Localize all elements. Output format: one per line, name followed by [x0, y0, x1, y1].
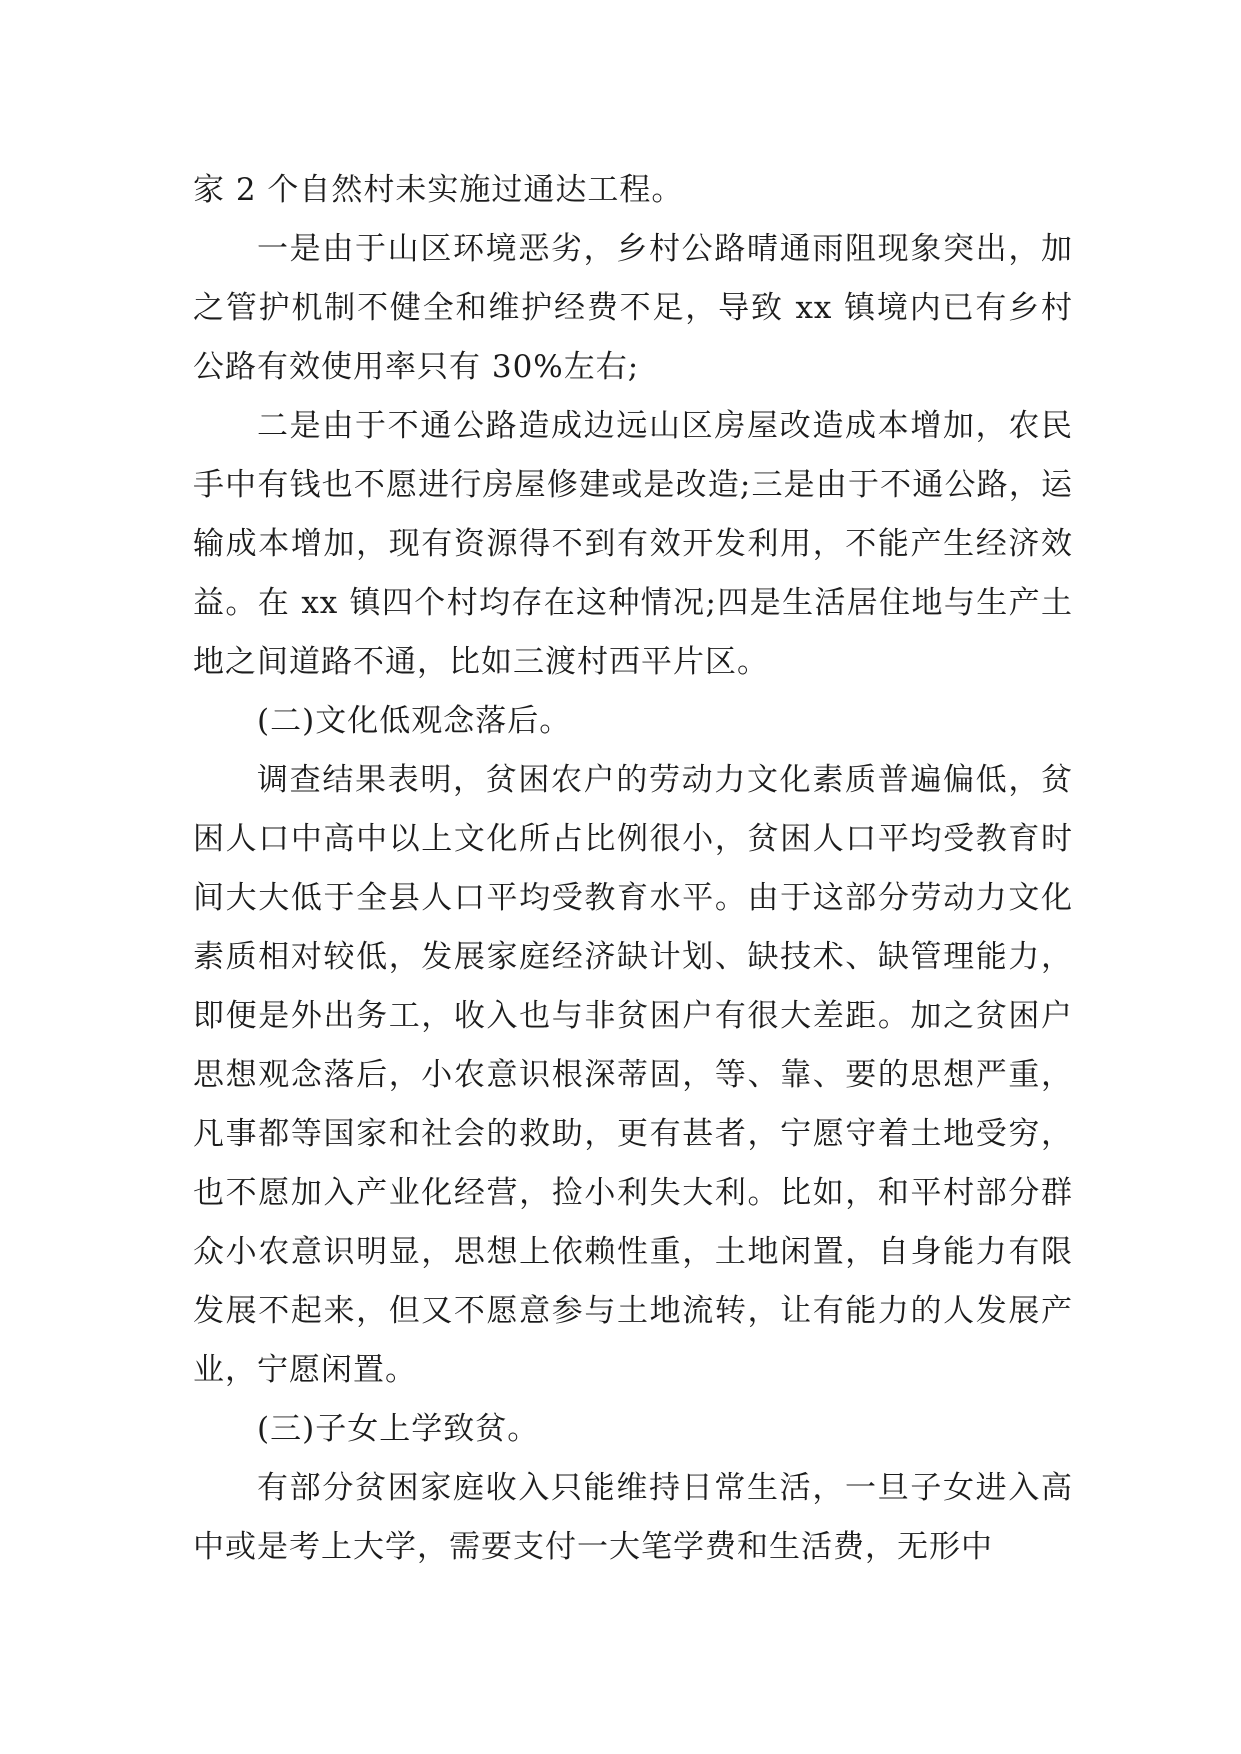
- paragraph-road-conditions: 一是由于山区环境恶劣，乡村公路晴通雨阻现象突出，加之管护机制不健全和维护经费不足，导致 xx 镇境内已有乡村公路有效使用率只有 30%左右;: [193, 231, 1073, 385]
- section-heading-education: (三)子女上学致贫。: [257, 1411, 540, 1447]
- paragraph-continuation: 家 2 个自然村未实施过通达工程。: [193, 172, 684, 208]
- body-text: [193, 161, 1073, 1577]
- paragraph-culture: 调查结果表明，贫困农户的劳动力文化素质普遍偏低，贫困人口中高中以上文化所占比例很小，贫困人口平均受教育时间大大低于全县人口平均受教育水平。由于这部分劳动力文化素质相对较低，发展家庭经济缺计划、缺技术、缺管理能力，即便是外出务工，收入也与非贫困户有很大差距。加之贫困户思想观念落后，小农意识根深蒂固，等、靠、要的思想严重，凡事都等国家和社会的救助，更有甚者，宁愿守着土地受穷，也不愿加入产业化经营，捡小利失大利。比如，和平村部分群众小农意识明显，思想上依赖性重，土地闲置，自身能力有限发展不起来，但又不愿意参与土地流转，让有能力的人发展产业，宁愿闲置。: [193, 762, 1073, 1388]
- paragraph-education: 有部分贫困家庭收入只能维持日常生活，一旦子女进入高中或是考上大学，需要支付一大笔学费和生活费，无形中: [193, 1470, 1073, 1565]
- section-heading-culture: (二)文化低观念落后。: [257, 703, 572, 739]
- paragraph-road-impacts: 二是由于不通公路造成边远山区房屋改造成本增加，农民手中有钱也不愿进行房屋修建或是改造;三是由于不通公路，运输成本增加，现有资源得不到有效开发利用，不能产生经济效益。在 xx 镇四个村均存在这种情况;四是生活居住地与生产土地之间道路不通，比如三渡村西平片区。: [193, 408, 1073, 680]
